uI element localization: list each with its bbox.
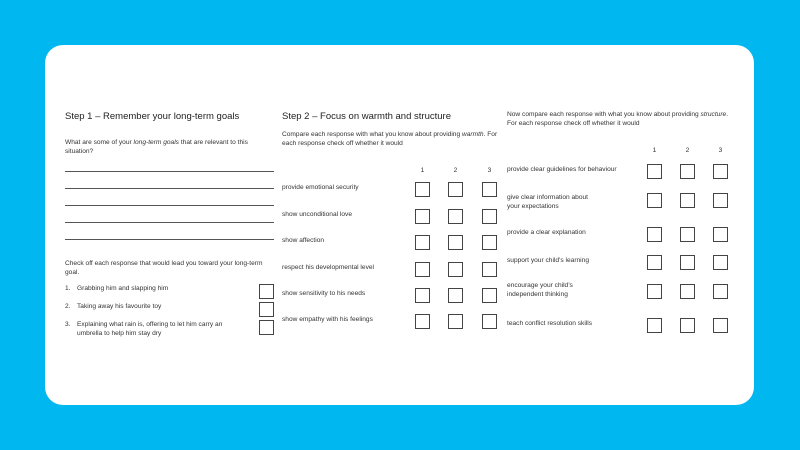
step2-row-5-col-3-checkbox[interactable] bbox=[482, 288, 497, 303]
step3-row-1-col-3-checkbox[interactable] bbox=[713, 164, 728, 179]
step2-row-3-col-1-checkbox[interactable] bbox=[415, 235, 430, 250]
step3-row-5-col-1-checkbox[interactable] bbox=[647, 284, 662, 299]
step3-row-6-col-1-checkbox[interactable] bbox=[647, 318, 662, 333]
response-item-2: 2. bbox=[65, 303, 71, 310]
step2-row-6-label: show empathy with his feelings bbox=[282, 316, 373, 323]
step3-row-5-label: encourage your child’s independent thinking bbox=[507, 282, 573, 298]
step3-row-1-label: provide clear guidelines for behaviour bbox=[507, 166, 617, 173]
step3-row-6-col-2-checkbox[interactable] bbox=[680, 318, 695, 333]
step3-col-1: 1 bbox=[652, 147, 657, 154]
step2-row-1-col-3-checkbox[interactable] bbox=[482, 182, 497, 197]
step2-intro: Compare each response with what you know about providing warmth. For each response check off whether it would bbox=[282, 131, 498, 147]
response-item-1: 1. bbox=[65, 285, 71, 292]
step3-row-5-col-3-checkbox[interactable] bbox=[713, 284, 728, 299]
step2-row-3-col-3-checkbox[interactable] bbox=[482, 235, 497, 250]
step3-row-2-col-1-checkbox[interactable] bbox=[647, 193, 662, 208]
step2-row-4-col-2-checkbox[interactable] bbox=[448, 262, 463, 277]
answer-line-4[interactable] bbox=[65, 222, 274, 223]
step3-col-2: 2 bbox=[685, 147, 690, 154]
step3-row-3-col-3-checkbox[interactable] bbox=[713, 227, 728, 242]
worksheet-card bbox=[45, 45, 754, 405]
step3-row-6-col-3-checkbox[interactable] bbox=[713, 318, 728, 333]
answer-line-3[interactable] bbox=[65, 205, 274, 206]
step3-row-4-col-1-checkbox[interactable] bbox=[647, 255, 662, 270]
step2-row-2-label: show unconditional love bbox=[282, 211, 353, 218]
step2-row-1-col-2-checkbox[interactable] bbox=[448, 182, 463, 197]
step3-row-1-col-2-checkbox[interactable] bbox=[680, 164, 695, 179]
step3-row-3-col-2-checkbox[interactable] bbox=[680, 227, 695, 242]
step3-row-3-label: provide a clear explanation bbox=[507, 229, 586, 236]
step2-title: Step 2 – Focus on warmth and structure bbox=[282, 111, 451, 122]
step3-row-2-col-3-checkbox[interactable] bbox=[713, 193, 728, 208]
step3-intro: Now compare each response with what you know about providing structure. For each response check off whether it would bbox=[507, 111, 729, 127]
response-item-3: 3. bbox=[65, 321, 71, 328]
step2-row-6-col-1-checkbox[interactable] bbox=[415, 314, 430, 329]
step1-check-off-instruction: Check off each response that would lead you toward your long-term goal. bbox=[65, 260, 263, 276]
step2-row-5-label: show sensitivity to his needs bbox=[282, 290, 366, 297]
step2-row-5-col-1-checkbox[interactable] bbox=[415, 288, 430, 303]
step2-row-4-col-3-checkbox[interactable] bbox=[482, 262, 497, 277]
step2-col-3: 3 bbox=[487, 167, 492, 174]
step3-row-3-col-1-checkbox[interactable] bbox=[647, 227, 662, 242]
step3-row-4-label: support your child’s learning bbox=[507, 257, 589, 264]
step3-row-2-col-2-checkbox[interactable] bbox=[680, 193, 695, 208]
response-item-2-text: Taking away his favourite toy bbox=[77, 303, 162, 310]
response-item-1-checkbox[interactable] bbox=[259, 284, 274, 299]
step2-row-1-label: provide emotional security bbox=[282, 184, 359, 191]
step2-row-3-label: show affection bbox=[282, 237, 325, 244]
response-item-3-text: Explaining what rain is, offering to let him carry an umbrella to help him stay dry bbox=[77, 321, 223, 337]
response-item-2-checkbox[interactable] bbox=[259, 302, 274, 317]
step2-col-2: 2 bbox=[453, 167, 458, 174]
step2-row-4-col-1-checkbox[interactable] bbox=[415, 262, 430, 277]
answer-line-2[interactable] bbox=[65, 188, 274, 189]
step2-row-4-label: respect his developmental level bbox=[282, 264, 374, 271]
step3-row-1-col-1-checkbox[interactable] bbox=[647, 164, 662, 179]
step3-col-3: 3 bbox=[718, 147, 723, 154]
step3-row-5-col-2-checkbox[interactable] bbox=[680, 284, 695, 299]
step2-col-1: 1 bbox=[420, 167, 425, 174]
step2-row-6-col-2-checkbox[interactable] bbox=[448, 314, 463, 329]
step2-row-5-col-2-checkbox[interactable] bbox=[448, 288, 463, 303]
answer-line-1[interactable] bbox=[65, 171, 274, 172]
step3-row-4-col-3-checkbox[interactable] bbox=[713, 255, 728, 270]
step3-row-4-col-2-checkbox[interactable] bbox=[680, 255, 695, 270]
response-item-1-text: Grabbing him and slapping him bbox=[77, 285, 169, 292]
step2-row-1-col-1-checkbox[interactable] bbox=[415, 182, 430, 197]
step3-row-2-label: give clear information about your expectations bbox=[507, 194, 589, 210]
step2-row-6-col-3-checkbox[interactable] bbox=[482, 314, 497, 329]
step2-row-2-col-3-checkbox[interactable] bbox=[482, 209, 497, 224]
step2-row-2-col-1-checkbox[interactable] bbox=[415, 209, 430, 224]
step2-row-2-col-2-checkbox[interactable] bbox=[448, 209, 463, 224]
step2-row-3-col-2-checkbox[interactable] bbox=[448, 235, 463, 250]
step3-row-6-label: teach conflict resolution skills bbox=[507, 320, 593, 327]
step1-title: Step 1 – Remember your long-term goals bbox=[65, 111, 240, 122]
answer-line-5[interactable] bbox=[65, 239, 274, 240]
response-item-3-checkbox[interactable] bbox=[259, 320, 274, 335]
step1-question: What are some of your long-term goals that are relevant to this situation? bbox=[65, 139, 248, 155]
